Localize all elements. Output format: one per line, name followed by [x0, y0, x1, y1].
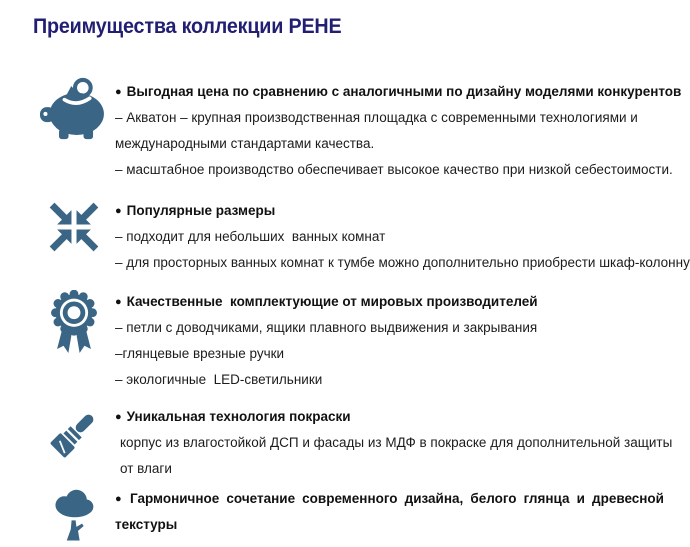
- section-design: [33, 486, 682, 547]
- tree-icon: [33, 489, 115, 547]
- section-line: – Акватон – крупная производственная площадка с современными технологиями и: [115, 110, 638, 125]
- section-line: – экологичные LED-светильники: [115, 372, 323, 387]
- section-paint-text: [115, 404, 681, 482]
- section-price: [33, 79, 682, 183]
- section-header: ● Гармоничное сочетание современного дизайна, белого глянца и древесной: [115, 491, 664, 506]
- section-line: – подходит для небольших ванных комнат: [115, 229, 386, 244]
- piggy-bank-icon: [33, 77, 115, 140]
- section-price-text: [115, 79, 681, 183]
- section-paint: [33, 404, 682, 482]
- paintbrush-icon: [33, 406, 115, 462]
- section-line: – масштабное производство обеспечивает высокое качество при низкой себестоимости.: [115, 162, 673, 177]
- section-header-line2: текстуры: [115, 517, 178, 532]
- section-header: ● Выгодная цена по сравнению с аналогичными по дизайну моделями конкурентов: [115, 84, 682, 99]
- section-line: от влаги: [120, 461, 172, 476]
- section-line: – петли с доводчиками, ящики плавного выдвижения и закрывания: [115, 320, 538, 335]
- bullet: ●: [115, 205, 122, 217]
- section-header: ● Уникальная технология покраски: [115, 409, 351, 424]
- section-sizes: [33, 198, 690, 276]
- section-header: ● Качественные комплектующие от мировых производителей: [115, 294, 538, 309]
- bullet: ●: [115, 296, 122, 308]
- section-header: ● Популярные размеры: [115, 203, 276, 218]
- section-components-text: [115, 289, 681, 393]
- section-line: корпус из влагостойкой ДСП и фасады из МДФ в покраске для дополнительной защиты: [120, 435, 673, 450]
- bullet: ●: [115, 493, 125, 505]
- compress-arrows-icon: [33, 200, 115, 254]
- page-title: Преимущества коллекции РЕНЕ: [33, 15, 342, 38]
- bullet: ●: [115, 411, 122, 423]
- bullet: ●: [115, 86, 122, 98]
- award-ribbon-icon: [33, 290, 115, 358]
- section-components: [33, 289, 682, 393]
- section-design-text: [115, 486, 664, 538]
- section-line: – для просторных ванных комнат к тумбе можно дополнительно приобрести шкаф-колонну: [115, 255, 690, 270]
- section-sizes-text: [115, 198, 690, 276]
- section-line: международными стандартами качества.: [115, 136, 375, 151]
- section-line: –глянцевые врезные ручки: [115, 346, 285, 361]
